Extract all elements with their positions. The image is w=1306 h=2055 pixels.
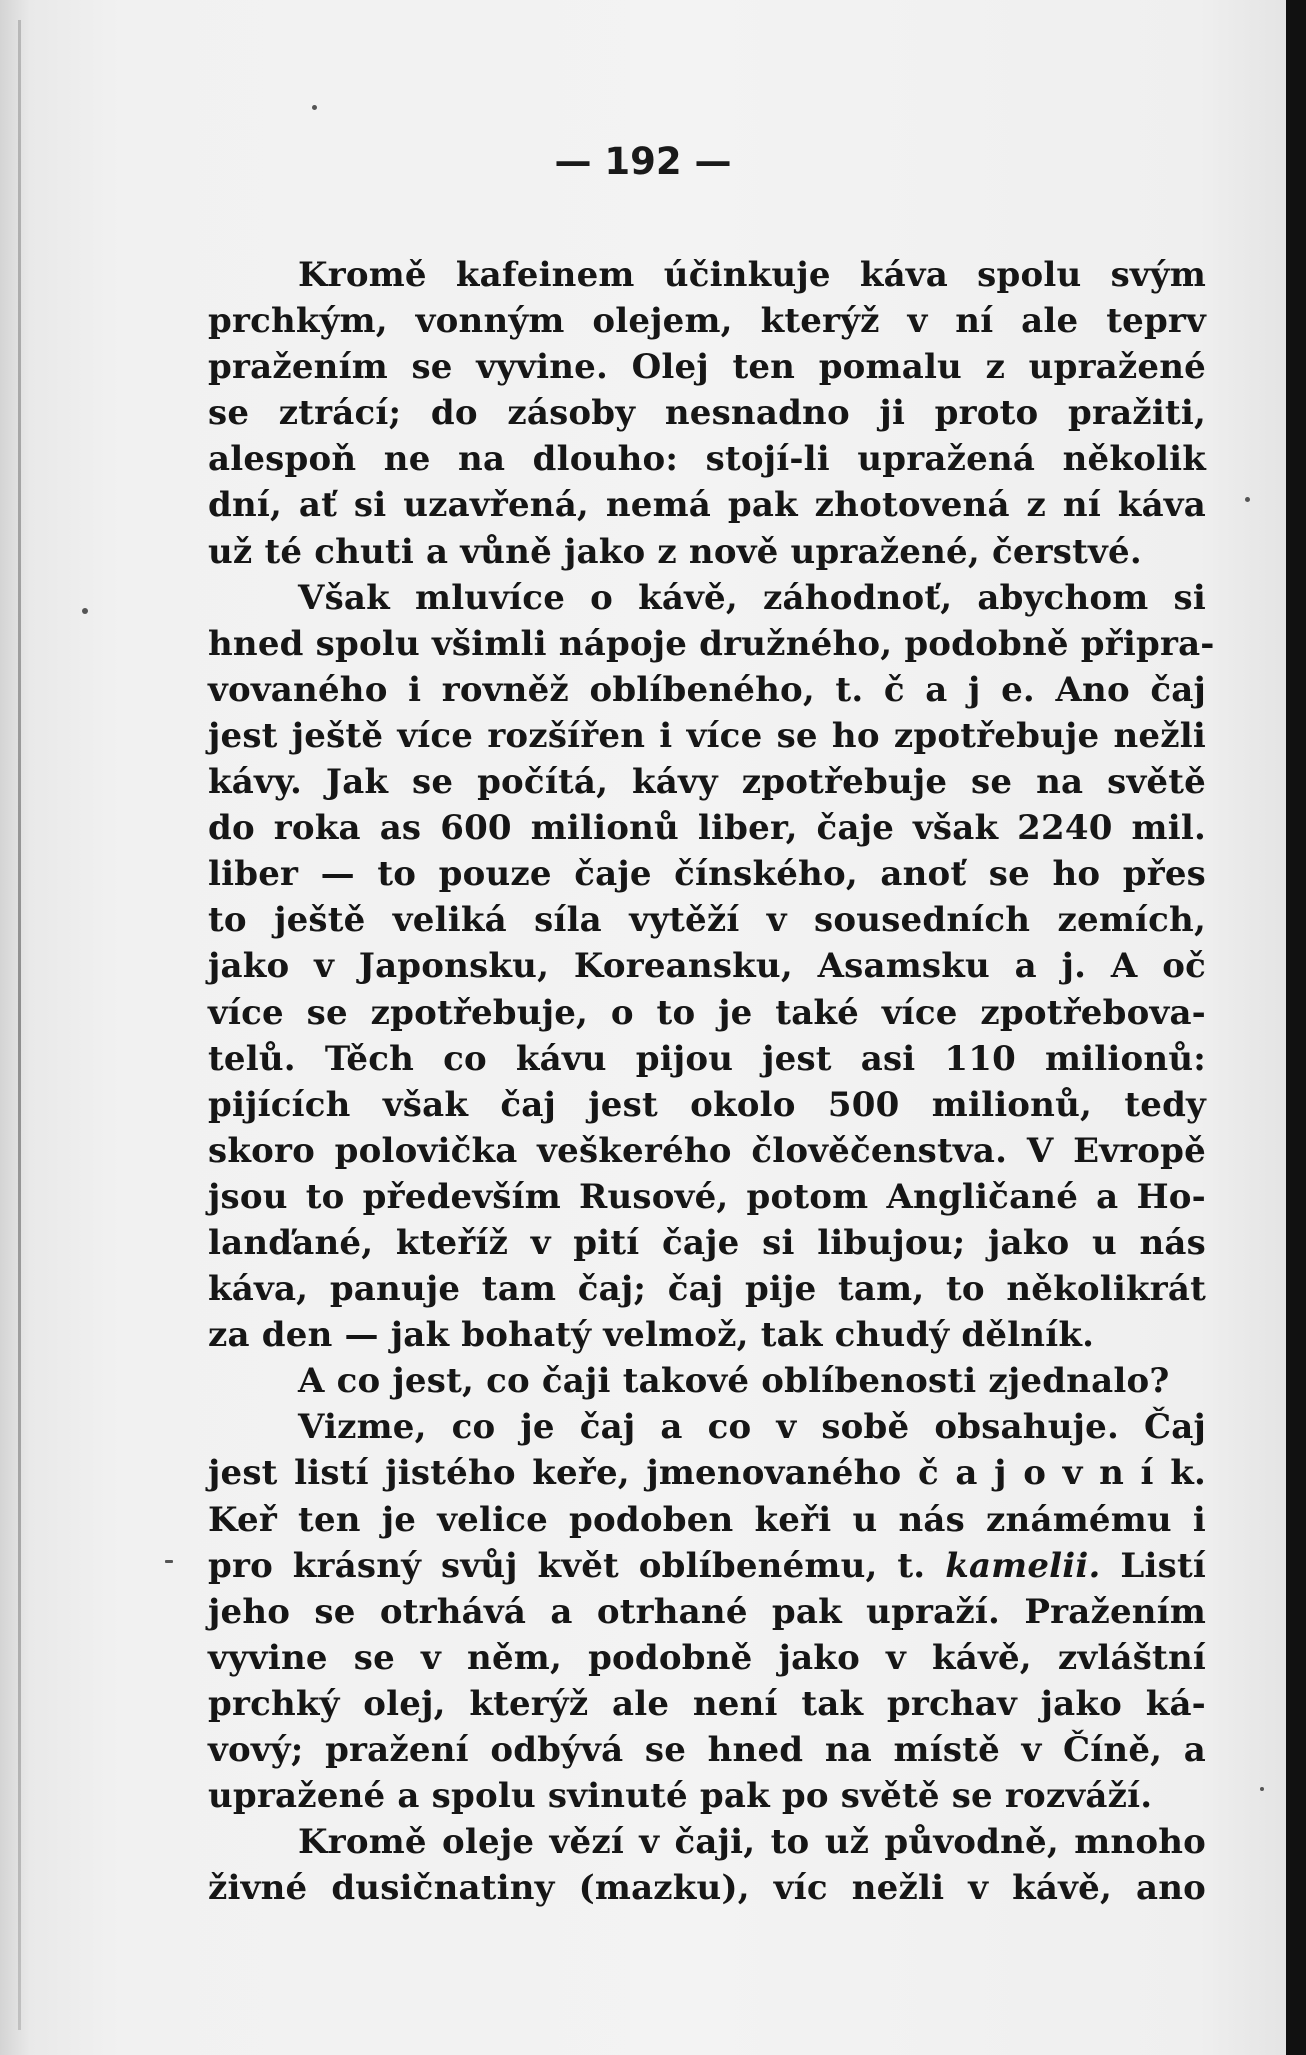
text-line: [208, 390, 1206, 436]
text-line-content: Keř ten je velice podoben keři u nás známému i: [208, 1499, 1206, 1540]
text-line-content: se ztrácí; do zásoby nesnadno ji proto pražiti,: [208, 393, 1206, 434]
text-line: [208, 344, 1206, 390]
text-line: [208, 713, 1206, 759]
text-line: [208, 575, 1206, 621]
text-line-content: jako v Japonsku, Koreansku, Asamsku a j. A oč: [208, 946, 1206, 987]
scan-speck: [165, 1560, 173, 1563]
text-line: [208, 759, 1206, 805]
text-line-content: Kromě oleje vězí v čaji, to už původně, mnoho: [298, 1822, 1206, 1863]
text-line-content: hned spolu všimli nápoje družného, podobně připra-: [208, 623, 1215, 664]
text-line-content: liber — to pouze čaje čínského, anoť se ho přes: [208, 854, 1206, 895]
text-line: [208, 1589, 1206, 1635]
text-line-content: jest ještě více rozšířen i více se ho zpotřebuje nežli: [208, 715, 1206, 756]
text-line-content: prchkým, vonným olejem, kterýž v ní ale teprv: [208, 301, 1206, 342]
text-line: [208, 1773, 1206, 1819]
text-line-content: upražené a spolu svinuté pak po světě se rozváží.: [208, 1776, 1153, 1817]
scan-speck: [312, 105, 317, 110]
text-line: [208, 1036, 1206, 1082]
text-line: [208, 897, 1206, 943]
text-line-content: lanďané, kteříž v pití čaje si libujou; jako u nás: [208, 1222, 1206, 1263]
text-line-content: pijících však čaj jest okolo 500 milionů, tedy: [208, 1084, 1206, 1125]
text-line-content: živné dusičnatiny (mazku), víc nežli v kávě, ano: [208, 1868, 1206, 1909]
text-line: [208, 1819, 1206, 1865]
text-line: [208, 667, 1206, 713]
text-line-content: už té chuti a vůně jako z nově upražené, čerstvé.: [208, 531, 1142, 572]
text-line: [208, 621, 1215, 667]
text-line-content: Kromě kafeinem účinkuje káva spolu svým: [298, 255, 1206, 295]
text-line-content: pro krásný svůj květ oblíbenému, t.: [208, 1545, 926, 1586]
text-line-content: káva, panuje tam čaj; čaj pije tam, to několikrát: [208, 1269, 1206, 1310]
text-line: [208, 1727, 1206, 1773]
text-line-content: A co jest, co čaji takové oblíbenosti zjednalo?: [298, 1361, 1170, 1402]
text-line-content: vovaného i rovněž oblíbeného, t. č a j e. Ano čaj: [208, 669, 1206, 710]
text-line-content: prchký olej, kterýž ale není tak prchav jako ká-: [208, 1683, 1206, 1724]
text-line: [208, 1220, 1206, 1266]
text-line-content: jeho se otrhává a otrhané pak upraží. Pražením: [208, 1591, 1206, 1632]
text-line: [208, 1174, 1206, 1220]
text-line-content: kávy. Jak se počítá, kávy zpotřebuje se na světě: [208, 762, 1206, 803]
text-line-content: jest listí jistého keře, jmenovaného č a j o v n í k.: [208, 1453, 1206, 1494]
text-line: [208, 1497, 1206, 1543]
scan-speck: [1245, 497, 1250, 502]
text-line: [208, 1082, 1206, 1128]
text-line: [208, 1128, 1206, 1174]
text-line-content: Vizme, co je čaj a co v sobě obsahuje. Čaj: [298, 1407, 1206, 1448]
text-line: [208, 1681, 1206, 1727]
text-line-content: vový; pražení odbývá se hned na místě v Číně, a: [208, 1730, 1206, 1770]
text-line-tail: Listí: [1100, 1545, 1206, 1586]
text-line: [208, 1543, 1206, 1589]
text-line: [208, 943, 1206, 989]
text-line-content: do roka as 600 milionů liber, čaje však 2240 mil.: [208, 808, 1206, 849]
text-line-content: více se zpotřebuje, o to je také více zpotřebova-: [208, 992, 1206, 1033]
scan-speck: [82, 608, 88, 614]
text-line: [208, 529, 1206, 575]
text-line: [208, 1635, 1206, 1681]
text-line: [208, 805, 1206, 851]
text-line: [208, 436, 1206, 482]
text-line: [208, 1450, 1206, 1496]
text-line-content: skoro polovička veškerého člověčenstva. V Evropě: [208, 1130, 1206, 1171]
text-line: [208, 298, 1206, 344]
text-line-content: dní, ať si uzavřená, nemá pak zhotovená z ní káva: [208, 485, 1206, 526]
text-line-content: Však mluvíce o kávě, záhodnoť, abychom si: [298, 577, 1206, 618]
page-number: — 192 —: [554, 140, 732, 183]
text-line: [208, 482, 1206, 528]
text-line: [208, 1865, 1206, 1911]
text-line-content: pražením se vyvine. Olej ten pomalu z upražené: [208, 347, 1206, 388]
text-line: [208, 990, 1206, 1036]
text-line: [208, 1312, 1206, 1358]
scan-speck: [1260, 1787, 1264, 1791]
text-line: [208, 252, 1206, 298]
text-line-content: za den — jak bohatý velmož, tak chudý dělník.: [208, 1315, 1095, 1356]
text-line-content: vyvine se v něm, podobně jako v kávě, zvláštní: [208, 1637, 1206, 1678]
text-line-content: alespoň ne na dlouho: stojí-li upražená několik: [208, 439, 1206, 480]
text-line-content: to ještě veliká síla vytěží v sousedních zemích,: [208, 900, 1206, 941]
body-text: [208, 252, 1215, 1911]
text-line-content: telů. Těch co kávu pijou jest asi 110 milionů:: [208, 1038, 1206, 1079]
binding-edge: [18, 20, 21, 2030]
italic-term: kamelii.: [945, 1545, 1101, 1586]
scan-border: [1286, 0, 1306, 2055]
text-line: [208, 1266, 1206, 1312]
text-line-content: jsou to především Rusové, potom Angličané a Ho-: [208, 1176, 1206, 1217]
text-line: [208, 1358, 1206, 1404]
text-line: [208, 851, 1206, 897]
text-line: [208, 1404, 1206, 1450]
